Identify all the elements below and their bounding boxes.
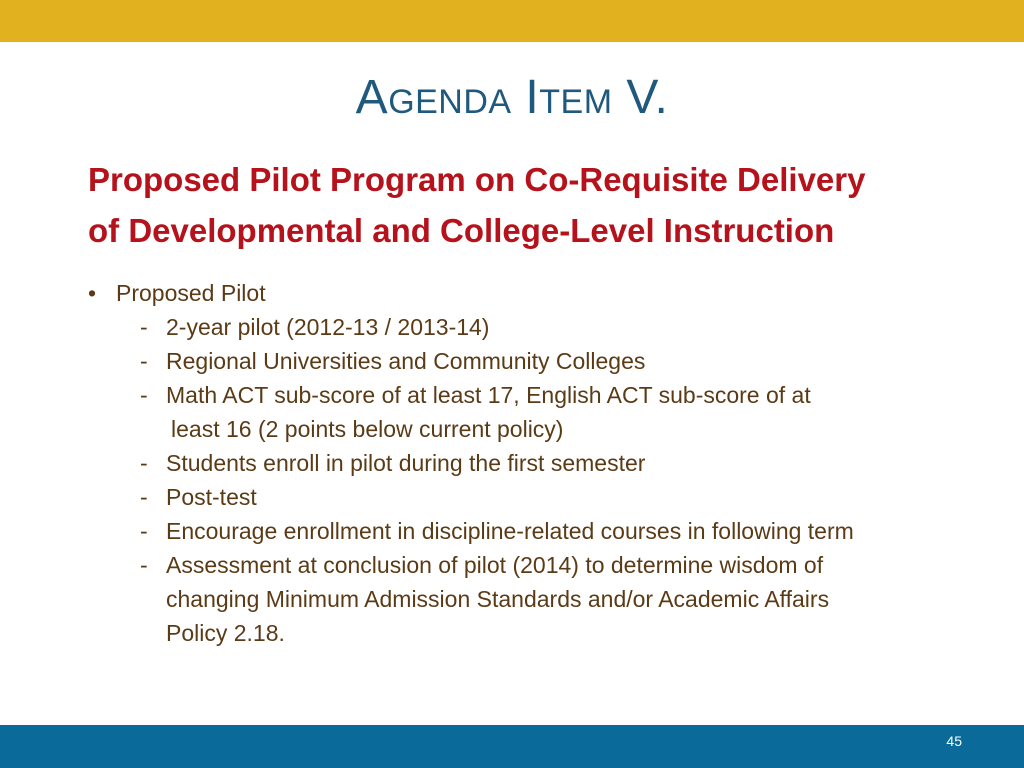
sub-item-post-test — [136, 480, 1016, 514]
sub-item-text: Math ACT sub-score of at least 17, English ACT sub-score of at — [166, 382, 811, 408]
page-number: 45 — [946, 733, 962, 749]
sub-item-text-continued: least 16 (2 points below current policy) — [171, 416, 564, 442]
sub-item-encourage-enrollment — [136, 514, 1016, 548]
bullet-dot-icon: • — [88, 280, 97, 306]
sub-item-text-continued: changing Minimum Admission Standards and/or Academic Affairs — [166, 586, 830, 612]
bullet-proposed-pilot — [88, 276, 266, 310]
bottom-accent-bar — [0, 725, 1024, 768]
sub-item-enrollment — [136, 446, 1016, 480]
sub-item-text: Assessment at conclusion of pilot (2014) to determine wisdom of — [166, 552, 824, 578]
sub-item-text: Students enroll in pilot during the first semester — [166, 450, 646, 476]
dash-icon: - — [140, 314, 148, 340]
dash-icon: - — [140, 552, 148, 578]
sub-item-text: 2-year pilot (2012-13 / 2013-14) — [166, 314, 490, 340]
dash-icon: - — [140, 348, 148, 374]
sub-item-text: Encourage enrollment in discipline-related courses in following term — [166, 518, 854, 544]
sub-item-pilot-duration — [136, 310, 1016, 344]
subtitle-line-2: of Developmental and College-Level Instruction — [88, 212, 835, 249]
sub-item-assessment — [136, 548, 1016, 650]
sub-item-list — [136, 310, 1016, 650]
top-accent-bar — [0, 0, 1024, 42]
dash-icon: - — [140, 382, 148, 408]
sub-item-text: Post-test — [166, 484, 257, 510]
dash-icon: - — [140, 450, 148, 476]
subtitle-line-1: Proposed Pilot Program on Co-Requisite Delivery — [88, 161, 866, 198]
sub-item-institutions — [136, 344, 1016, 378]
sub-item-text-continued: Policy 2.18. — [166, 620, 285, 646]
bullet-label: Proposed Pilot — [116, 280, 266, 306]
dash-icon: - — [140, 484, 148, 510]
sub-item-act-scores — [136, 378, 1016, 446]
sub-item-text: Regional Universities and Community Colleges — [166, 348, 646, 374]
slide-subtitle — [88, 154, 968, 256]
slide-title: Agenda Item V. — [355, 71, 669, 124]
dash-icon: - — [140, 518, 148, 544]
